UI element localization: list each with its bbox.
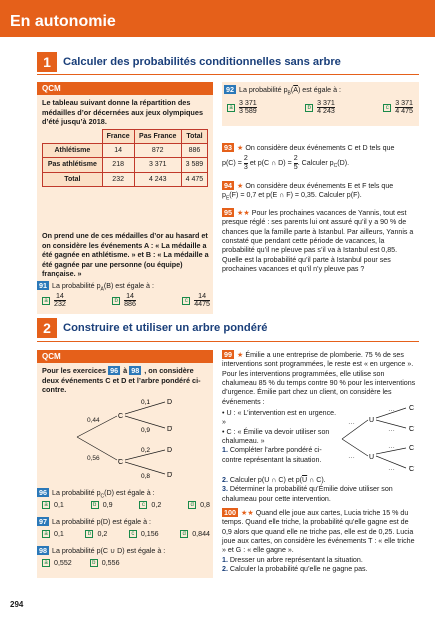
exercise-number: 94 xyxy=(224,181,232,190)
weight-c-not-d: 0,9 xyxy=(141,427,151,434)
medal-table xyxy=(42,129,208,187)
row-header: Athlétisme xyxy=(43,144,103,158)
fraction xyxy=(239,100,257,116)
frac-den: 3 xyxy=(243,162,248,171)
formula-part: p(C) = xyxy=(222,159,242,168)
choice-a[interactable] xyxy=(42,501,64,510)
formula-part: et p(C ∩ D) = xyxy=(249,159,292,168)
row-header: Total xyxy=(43,172,103,186)
frac-num: 3 371 xyxy=(317,99,335,107)
leaf-not-d: D xyxy=(167,472,173,479)
choice-letter: b xyxy=(90,559,98,567)
exercise-92: 92 La probabilité $p_B(\overline{A})$ est égale à : a $\frac{3 371}{3 589}$ b $\frac{3 371}{4 243}$ c $\frac{3 371}{4 475}$ xyxy=(222,82,419,126)
table-cell: 886 xyxy=(181,144,207,158)
leaf-not-d: D xyxy=(167,426,173,433)
question-text: La probabilité p xyxy=(239,86,288,94)
blank-weight: … xyxy=(348,453,355,460)
section-1-title: Calculer des probabilités conditionnelles sans arbre xyxy=(63,56,341,68)
node-c: C xyxy=(118,413,124,420)
fraction xyxy=(124,293,136,309)
fraction xyxy=(317,100,335,116)
leaf-d: D xyxy=(167,447,173,454)
exercise-93 xyxy=(222,143,419,171)
frac-den: 232 xyxy=(54,300,66,309)
probability-tree xyxy=(37,394,213,482)
step-text: Déterminer la probabilité qu’Émilie doive utiliser son chalumeau pour cette intervention. xyxy=(222,485,393,503)
exercise-98 xyxy=(37,546,165,556)
question-text: Pour les prochaines vacances de Yannis, tout est presque réglé : ses parents lui ont assuré qu’il y a 90 % de chances que la famille parte à Istanbul. Par ailleurs, Yannis a constaté que pendant cette période de vacances, la probabilité qu’il ne pleuve pas s’il va à Istanbul est 0,85. Quelle est la probabilité qu’il parte à Istanbul pour ses prochaines vacances et qu’il n’y pleuve pas ? xyxy=(222,209,414,274)
row-header: Pas athlétisme xyxy=(43,158,103,172)
exercise-97 xyxy=(37,517,151,527)
table-cell: 4 243 xyxy=(134,172,181,186)
weight-not-c-not-d: 0,8 xyxy=(141,473,151,480)
exercise-96 xyxy=(37,488,155,500)
formula-part: (D). xyxy=(337,159,350,168)
leaf-c: C xyxy=(409,405,415,412)
emilie-tree xyxy=(340,402,420,476)
choice-letter: d xyxy=(188,501,196,509)
weight-c-d: 0,1 xyxy=(141,399,151,406)
formula-sub: C xyxy=(333,163,338,170)
choice-value: 0,9 xyxy=(102,501,113,509)
choice-letter: b xyxy=(305,104,313,112)
choice-c[interactable] xyxy=(182,293,210,309)
choice-d[interactable] xyxy=(188,501,210,510)
choice-c[interactable] xyxy=(139,501,161,510)
exercise-number: 98 xyxy=(39,546,47,555)
question-text: La probabilité p xyxy=(52,489,101,497)
question-text: On considère deux événements C et D tels que xyxy=(245,144,395,152)
frac-den: 4 475 xyxy=(395,107,413,116)
step-text: Calculer p(U ∩ C) et p( xyxy=(229,476,303,484)
table-cell: 4 475 xyxy=(181,172,207,186)
question-tail: (D) est égale à : xyxy=(104,489,155,497)
table-cell: 218 xyxy=(102,158,134,172)
leaf-not-c: C xyxy=(409,466,415,473)
node-not-u: U xyxy=(369,454,375,461)
section-1-number: 1 xyxy=(37,52,57,72)
choice-b[interactable] xyxy=(91,501,113,510)
blank-weight: … xyxy=(388,465,395,472)
exercise-99-events xyxy=(222,409,338,465)
step-text: Compléter l’arbre pondéré ci-contre représentant la situation. xyxy=(222,446,322,464)
leaf-d: D xyxy=(167,399,173,406)
frac-den: 5 xyxy=(293,162,298,171)
exercise-ref: 98 xyxy=(131,366,140,375)
formula-part: (F) = 0,7 et p(E ∩ F) = 0,35. Calculer p(F). xyxy=(229,191,362,200)
intro-text: Pour les exercices xyxy=(42,366,107,375)
choice-letter: a xyxy=(42,530,50,538)
choice-letter: b xyxy=(85,530,93,538)
table-header: France xyxy=(102,130,134,144)
exercise-95 xyxy=(222,208,419,275)
qcm-outro: On prend une de ces médailles d’or au hasard et on considère les événements A : « La médaille a été gagnée en athlétisme. » et B : « La médaille a été gagnée par une personne (ou équipe) française. » xyxy=(42,231,209,278)
question-text: La probabilité p(D) est égale à : xyxy=(52,518,151,526)
step-text: Calculer la probabilité qu’elle ne gagne pas. xyxy=(229,565,368,574)
choices-97 xyxy=(42,530,210,539)
frac-num: 3 371 xyxy=(239,99,257,107)
question-sub: B xyxy=(287,90,291,97)
table-cell: 3 371 xyxy=(134,158,181,172)
question-sub: C xyxy=(100,493,105,500)
event-c: • C : « Émilie va devoir utiliser son chalumeau. » xyxy=(222,427,330,446)
fraction xyxy=(244,155,248,171)
section-2-rule xyxy=(37,341,419,342)
choice-a[interactable] xyxy=(42,530,64,539)
blank-weight: … xyxy=(388,406,395,413)
question-text: La probabilité p(C ∪ D) est égale à : xyxy=(52,547,166,555)
fraction xyxy=(395,100,413,116)
frac-num: 14 xyxy=(55,292,64,300)
page-title: En autonomie xyxy=(10,13,116,30)
event-u: • U : « L’intervention est en urgence. » xyxy=(222,409,337,427)
exercise-ref: 96 xyxy=(110,366,119,375)
question-text: La probabilité p xyxy=(52,282,101,290)
qcm-box-2 xyxy=(37,350,213,578)
choice-value: 0,552 xyxy=(54,559,72,567)
page-number: 294 xyxy=(10,600,24,609)
qcm-intro: Le tableau suivant donne la répartition des médailles d’or décernées aux jeux olympiques d’été jusqu’à 2018. xyxy=(42,98,204,127)
choice-b[interactable] xyxy=(85,530,107,539)
choice-letter: a xyxy=(42,559,50,567)
exercise-number: 96 xyxy=(39,488,47,497)
qcm-intro xyxy=(42,366,210,395)
step-number: 1. xyxy=(222,446,228,455)
table-row xyxy=(43,158,208,172)
choice-letter: b xyxy=(112,297,120,305)
choice-a[interactable] xyxy=(227,100,257,116)
table-corner xyxy=(43,130,103,144)
frac-den: 4 243 xyxy=(317,107,335,116)
choice-value: 0,1 xyxy=(54,501,64,509)
exercise-number: 95 xyxy=(224,208,232,217)
frac-num: 14 xyxy=(198,292,207,300)
choice-d[interactable] xyxy=(180,530,210,539)
intro-text: à xyxy=(123,366,128,375)
exercise-number: 92 xyxy=(226,85,234,94)
choice-value: 0,2 xyxy=(97,530,108,538)
intro-text: , on considère deux événements C et D et l’arbre pondéré ci-contre. xyxy=(42,366,201,395)
exercise-number: 97 xyxy=(39,517,47,526)
node-u: U xyxy=(369,417,375,424)
question-text: On considère deux événements E et F tels que xyxy=(245,182,394,190)
choice-letter: c xyxy=(129,530,137,538)
section-2-number: 2 xyxy=(37,318,57,338)
formula-part: . Calculer p xyxy=(297,159,334,168)
table-header: Total xyxy=(181,130,207,144)
exercise-94 xyxy=(222,181,419,202)
table-row xyxy=(43,172,208,186)
table-cell: 14 xyxy=(102,144,134,158)
frac-num: 2 xyxy=(293,154,298,163)
choice-b[interactable] xyxy=(305,100,335,116)
difficulty-stars: ★★ xyxy=(237,209,250,217)
choice-value: 0,156 xyxy=(140,530,159,538)
choice-letter: a xyxy=(42,297,50,305)
table-cell: 872 xyxy=(134,144,181,158)
step-number: 2. xyxy=(222,476,228,484)
blank-weight: … xyxy=(348,419,355,426)
section-1-rule xyxy=(37,74,419,75)
choice-letter: c xyxy=(182,297,190,305)
step-number: 2. xyxy=(222,565,228,574)
branch-not-u xyxy=(342,439,368,456)
choice-value: 0,8 xyxy=(200,501,210,509)
formula-part: p xyxy=(222,191,226,200)
choice-letter: a xyxy=(42,501,50,509)
choice-letter: a xyxy=(227,104,235,112)
qcm-label: QCM xyxy=(37,350,213,363)
question-tail: (B) est égale à : xyxy=(103,282,154,290)
difficulty-stars: ★★ xyxy=(241,509,254,517)
choice-value: 0,1 xyxy=(54,530,64,538)
choice-letter: c xyxy=(139,501,147,509)
node-not-c: C xyxy=(118,459,124,466)
branch-u xyxy=(342,420,368,439)
exercise-number: 100 xyxy=(224,508,236,517)
choices-96 xyxy=(42,501,210,510)
leaf-not-c: C xyxy=(409,426,415,433)
question-text: Quand elle joue aux cartes, Lucia triche 15 % du temps. Quand elle triche, la probabilité qu’elle gagne est de 0,9 alors que quand elle ne triche pas, elle est de 0,25. Lucia joue aux cartes, on considère les événements T : « elle triche » et G : « elle gagne ». xyxy=(222,509,415,555)
blank-weight: … xyxy=(388,443,395,450)
frac-den: 4475 xyxy=(194,300,210,309)
weight-c: 0,44 xyxy=(87,417,100,424)
complement-event: $\overline{A}$ xyxy=(293,86,298,94)
table-header: Pas France xyxy=(134,130,181,144)
choice-b[interactable] xyxy=(112,293,136,309)
choice-c[interactable] xyxy=(129,530,159,539)
exercise-number: 91 xyxy=(39,281,47,290)
table-cell: 3 589 xyxy=(181,158,207,172)
step-text: Dresser un arbre représentant la situation. xyxy=(229,555,363,564)
choice-value: 0,844 xyxy=(192,530,210,538)
choice-b[interactable] xyxy=(90,559,120,568)
difficulty-stars: ★ xyxy=(237,182,244,190)
frac-num: 3 371 xyxy=(395,99,413,107)
weight-not-c-d: 0,2 xyxy=(141,447,151,454)
choices-98 xyxy=(42,559,142,568)
qcm-box-1 xyxy=(37,82,213,314)
step-number: 3. xyxy=(222,485,228,494)
choice-a[interactable] xyxy=(42,559,72,568)
choice-c[interactable] xyxy=(383,100,413,116)
exercise-number: 93 xyxy=(224,143,232,152)
choice-letter: b xyxy=(91,501,99,509)
choice-value: 0,2 xyxy=(151,501,162,509)
choices-91 xyxy=(42,293,210,309)
fraction xyxy=(194,293,210,309)
choice-a[interactable] xyxy=(42,293,66,309)
frac-den: 886 xyxy=(124,300,136,309)
weight-not-c: 0,56 xyxy=(87,455,100,462)
complement-event: $\overline{U}$ xyxy=(302,476,308,484)
table-row xyxy=(43,144,208,158)
question-sub: A xyxy=(100,286,104,293)
frac-num: 14 xyxy=(126,292,134,300)
exercise-99 xyxy=(222,350,419,407)
blank-weight: … xyxy=(388,426,395,433)
exercise-99-steps xyxy=(222,476,419,504)
formula-sub: E xyxy=(225,195,230,202)
exercise-100 xyxy=(222,508,419,575)
frac-den: 3 589 xyxy=(239,107,257,116)
frac-num: 2 xyxy=(243,154,248,163)
question-text: Émilie a une entreprise de plomberie. 75 % de ses interventions sont programmées, le reste est « en urgence ». Pour les interventions programmées, elle utilise son chalumeau 85 % du temps contre 90 % pour les interventions d’urgence. Émilie part chez un client, on considère les événements : xyxy=(222,351,416,406)
choice-letter: c xyxy=(383,104,391,112)
choices-92 xyxy=(227,100,413,116)
difficulty-stars: ★ xyxy=(237,144,244,152)
step-text: ∩ C). xyxy=(307,476,326,484)
choice-value: 0,556 xyxy=(101,559,120,567)
difficulty-stars: ★ xyxy=(237,351,244,359)
fraction xyxy=(54,293,66,309)
leaf-c: C xyxy=(409,445,415,452)
choice-letter: d xyxy=(180,530,188,538)
section-2-title: Construire et utiliser un arbre pondéré xyxy=(63,322,268,334)
step-number: 1. xyxy=(222,555,228,564)
table-cell: 232 xyxy=(102,172,134,186)
exercise-number: 99 xyxy=(224,350,232,359)
qcm-label: QCM xyxy=(37,82,213,95)
